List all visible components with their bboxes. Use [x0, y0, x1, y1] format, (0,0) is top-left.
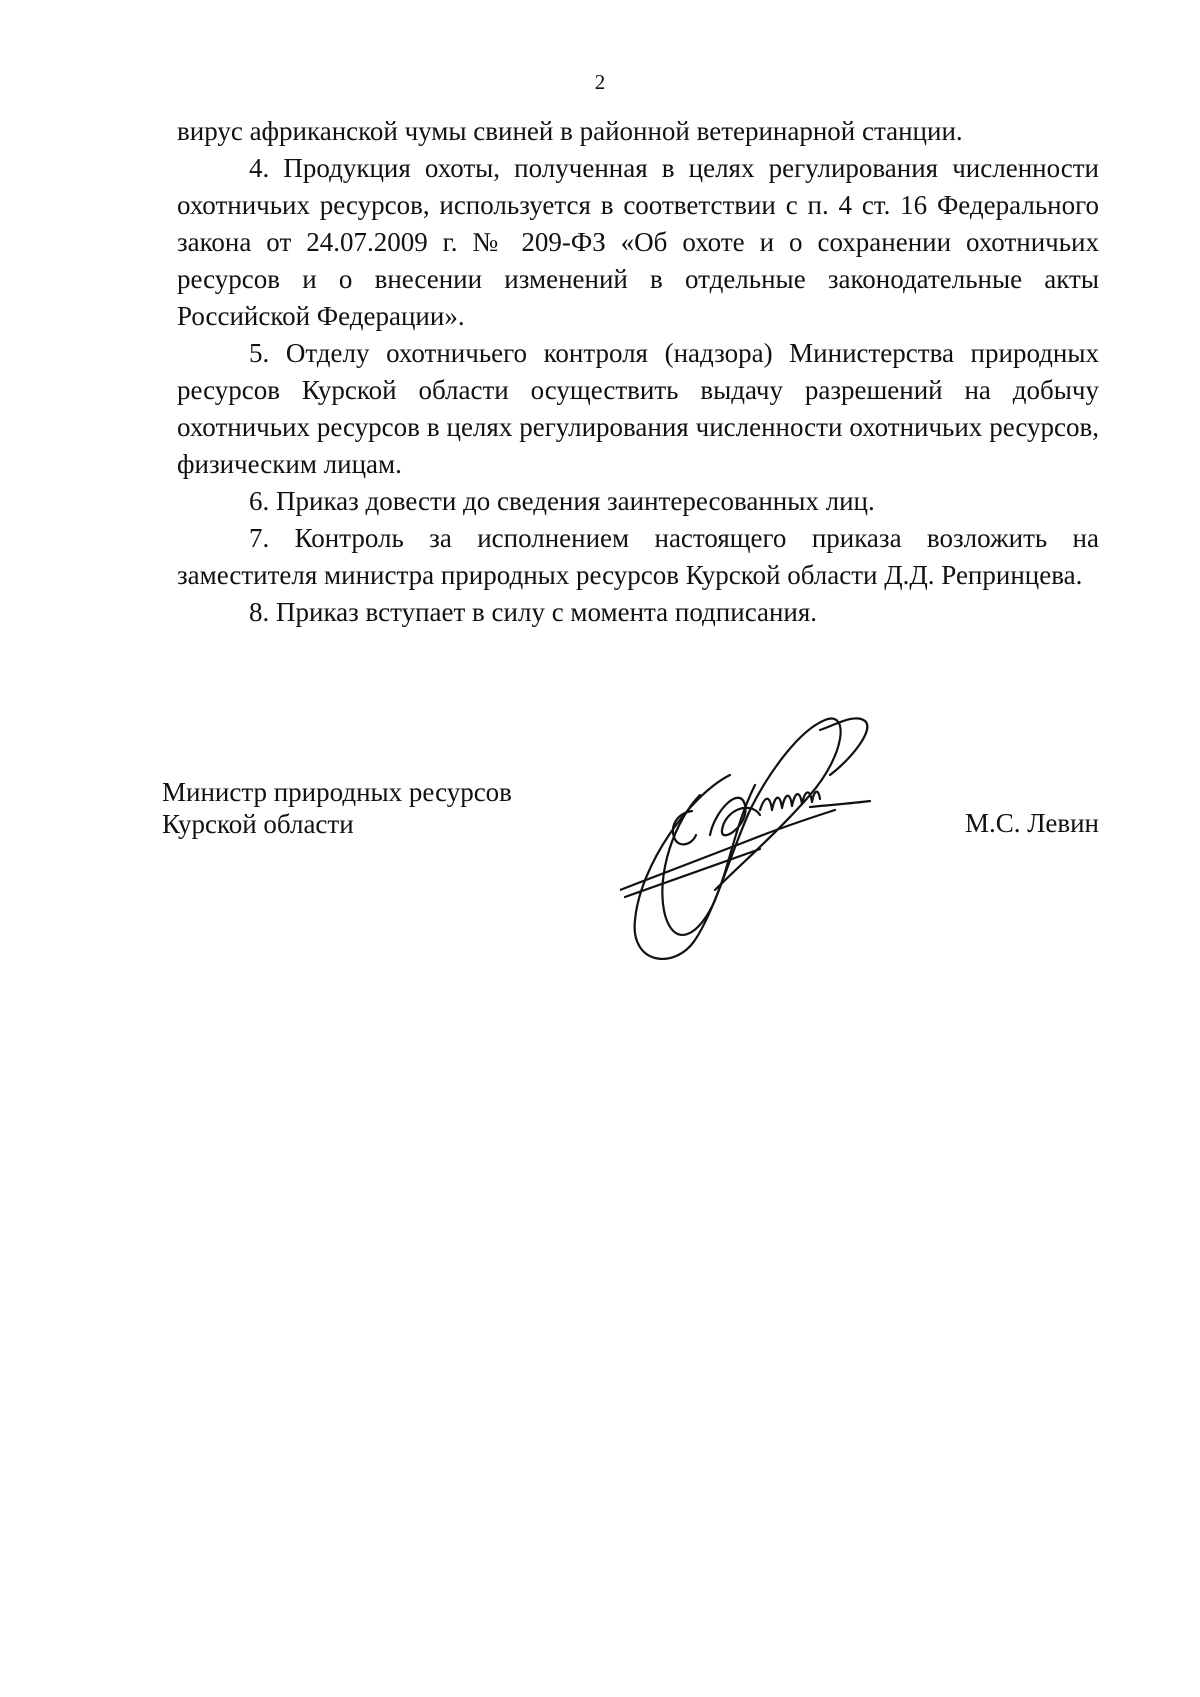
page-number: 2	[594, 70, 606, 94]
signatory-name: М.С. Левин	[964, 808, 1099, 838]
paragraph-item-8: 8. Приказ вступает в силу с момента подписания.	[249, 597, 818, 627]
paragraph-continuation: вирус африканской чумы свиней в районной ветеринарной станции.	[177, 116, 963, 146]
signatory-position-line-1: Министр природных ресурсов	[162, 777, 512, 807]
signatory-position	[162, 776, 512, 840]
paragraph-item-4: 4. Продукция охоты, полученная в целях регулирования численности охотничьих ресурсов, используется в соответствии с п. 4 ст. 16 Федерального закона от 24.07.2009 г. № 209-ФЗ «Об охоте и о сохранении охотничьих ресурсов и о внесении изменений в отдельные законодательные акты Российской Федерации».	[177, 153, 1099, 331]
document-body	[177, 113, 1099, 631]
paragraph-item-6: 6. Приказ довести до сведения заинтересованных лиц.	[249, 486, 875, 516]
handwritten-signature	[620, 715, 920, 970]
signatory-position-line-2: Курской области	[162, 809, 354, 839]
paragraph-item-5: 5. Отделу охотничьего контроля (надзора) Министерства природных ресурсов Курской области осуществить выдачу разрешений на добычу охотничьих ресурсов в целях регулирования численности охотничьих ресурсов, физическим лицам.	[177, 338, 1099, 479]
paragraph-item-7: 7. Контроль за исполнением настоящего приказа возложить на заместителя министра природных ресурсов Курской области Д.Д. Репринцева.	[177, 523, 1099, 590]
